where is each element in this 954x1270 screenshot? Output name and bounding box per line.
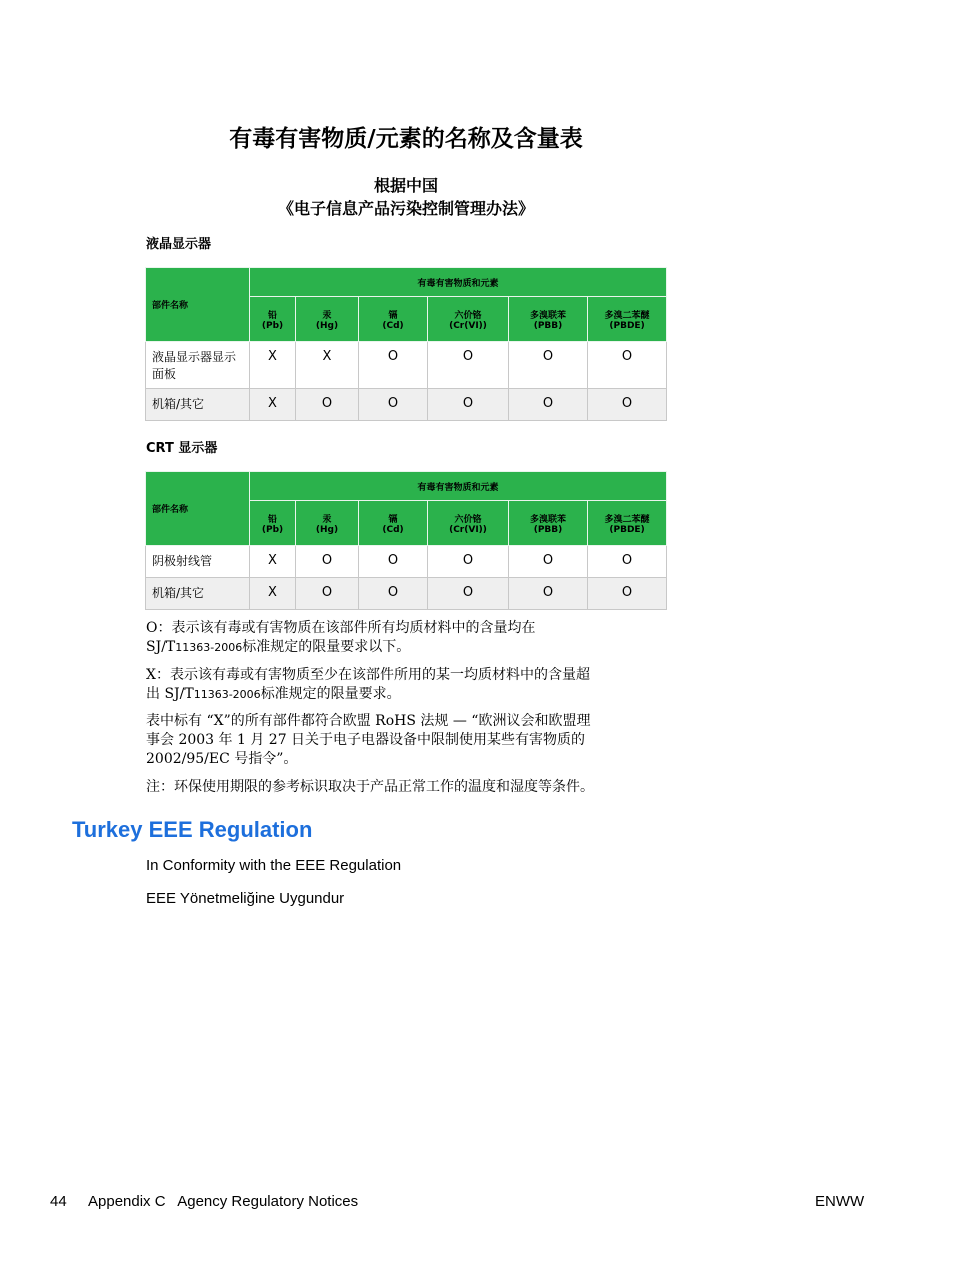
value-cell: O [509,389,588,421]
part-name-cell: 液晶显示器显示 面板 [146,342,250,389]
value-cell: O [588,342,667,389]
column-header-cd: 镉 (Cd) [359,297,428,342]
value-cell: O [296,546,359,578]
substance-group-header: 有毒有害物质和元素 [250,268,667,297]
table-row [146,389,667,421]
value-cell: O [428,546,509,578]
lcd-substance-table [145,267,667,421]
value-cell: X [250,578,296,610]
column-header-pbde: 多溴二苯醚 (PBDE) [588,501,667,546]
subtitle-line-2: 《电子信息产品污染控制管理办法》 [277,199,534,218]
column-header-pbb: 多溴联苯 (PBB) [509,297,588,342]
value-cell: O [428,578,509,610]
value-cell: O [428,389,509,421]
part-name-cell: 机箱/其它 [146,389,250,421]
table-row [146,578,667,610]
column-header-hg: 汞 (Hg) [296,297,359,342]
turkey-conformity-turkish: EEE Yönetmeliğine Uygundur [146,890,345,907]
turkey-section-heading: Turkey EEE Regulation [72,817,313,842]
table-row [146,342,667,389]
value-cell: O [359,546,428,578]
value-cell: O [428,342,509,389]
value-cell: X [250,342,296,389]
value-cell: O [296,389,359,421]
value-cell: O [588,389,667,421]
value-cell: O [359,578,428,610]
subtitle-line-1: 根据中国 [373,176,438,195]
turkey-conformity-english: In Conformity with the EEE Regulation [146,857,402,874]
table-row [146,546,667,578]
column-header-hg: 汞 (Hg) [296,501,359,546]
value-cell: O [509,342,588,389]
lcd-section-heading: 液晶显示器 [146,237,212,252]
value-cell: O [359,389,428,421]
column-header-pb: 铅 (Pb) [250,501,296,546]
value-cell: O [509,546,588,578]
part-name-header: 部件名称 [146,472,250,546]
column-header-cd: 镉 (Cd) [359,501,428,546]
page-title: 有毒有害物质/元素的名称及含量表 [229,126,583,152]
value-cell: X [296,342,359,389]
part-name-cell: 机箱/其它 [146,578,250,610]
substance-group-header: 有毒有害物质和元素 [250,472,667,501]
column-header-pbb: 多溴联苯 (PBB) [509,501,588,546]
note-environmental-period: 注：环保使用期限的参考标识取决于产品正常工作的温度和湿度等条件。 [146,779,594,795]
value-cell: O [359,342,428,389]
page-number: 44 [50,1193,67,1210]
column-header-cr6: 六价铬 (Cr(VI)) [428,297,509,342]
note-x-definition: X：表示该有毒或有害物质至少在该部件所用的某一均质材料中的含量超 出 SJ/T11363-2006标准规定的限量要求。 [146,667,590,702]
value-cell: X [250,546,296,578]
part-name-header: 部件名称 [146,268,250,342]
value-cell: O [509,578,588,610]
column-header-pb: 铅 (Pb) [250,297,296,342]
value-cell: X [250,389,296,421]
column-header-pbde: 多溴二苯醚 (PBDE) [588,297,667,342]
value-cell: O [588,546,667,578]
footer-edition: ENWW [815,1193,865,1210]
column-header-cr6: 六价铬 (Cr(VI)) [428,501,509,546]
part-name-cell: 阴极射线管 [146,546,250,578]
footer-section-title: Appendix C Agency Regulatory Notices [88,1193,359,1210]
crt-substance-table [145,471,667,610]
note-eu-rohs: 表中标有 “X”的所有部件都符合欧盟 RoHS 法规 — “欧洲议会和欧盟理 事会 2003 年 1 月 27 日关于电子电器设备中限制使用某些有害物质的 2002/95/EC 号指令”。 [146,713,591,767]
value-cell: O [588,578,667,610]
crt-section-heading: CRT 显示器 [146,441,218,456]
note-o-definition: O：表示该有毒或有害物质在该部件所有均质材料中的含量均在 SJ/T11363-2006标准规定的限量要求以下。 [146,620,536,655]
value-cell: O [296,578,359,610]
